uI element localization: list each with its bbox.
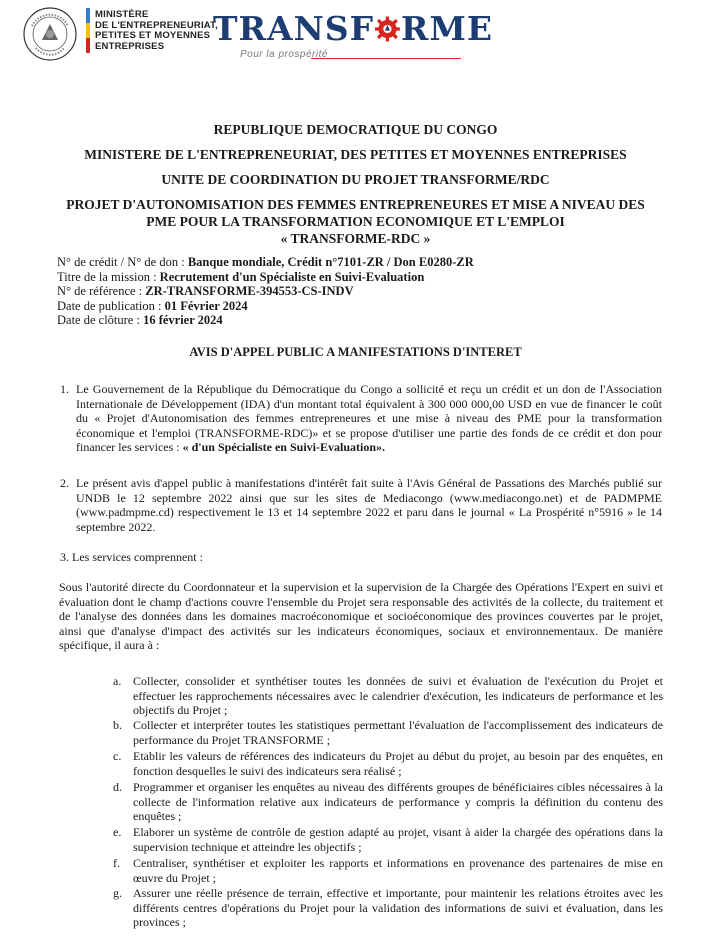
ministry-line: MINISTÈRE [95, 9, 149, 20]
paragraph-1 [76, 382, 662, 455]
project-heading-line: PROJET D'AUTONOMISATION DES FEMMES ENTREPRENEURES ET MISE A NIVEAU DES [66, 197, 645, 212]
publication-date-value: 01 Février 2024 [164, 298, 248, 313]
republic-heading: REPUBLIQUE DEMOCRATIQUE DU CONGO [213, 122, 498, 137]
list-item-letter: g. [113, 886, 122, 900]
list-item: Programmer et organiser les enquêtes au niveau des différents groupes de bénéficiaires cibles nécessaires à la collecte de l'information relative aux indicateurs de performance y compris la définition du contenu des enquêtes ; [133, 780, 663, 823]
list-item-letter: a. [113, 674, 122, 688]
paragraph-2: Le présent avis d'appel public à manifestations d'intérêt fait suite à l'Avis Général de Passations des Marchés publié sur UNDB le 12 septembre 2022 ainsi que sur les sites de Mediacongo (www.mediacongo.net) et de PADMPME (www.padmpme.cd) respectivement le 13 et 14 septembre 2022 et paru dans le journal « La Prospérité n°5916 » le 14 septembre 2022. [76, 476, 662, 534]
brand-text-left: TRANSF [213, 9, 375, 48]
list-item: Collecter, consolider et synthétiser toutes les données de suivi et évaluation de l'exécution du Projet et effectuer les rapprochements nécessaires avec le calendrier d'exécution, les indicateurs de performance et les objectifs du Projet ; [133, 674, 663, 717]
list-item-letter: b. [113, 718, 122, 732]
reference-block [57, 255, 474, 328]
ministry-line: PETITES ET MOYENNES [95, 30, 211, 41]
list-item: Etablir les valeurs de références des indicateurs du Projet au début du projet, au besoin par des enquêtes, en fonction desquelles le suivi des indicateurs sera réalisé ; [133, 749, 663, 778]
flag-color-bar [86, 8, 90, 54]
reference-value: ZR-TRANSFORME-394553-CS-INDV [145, 284, 354, 298]
list-item: Collecter et interpréter toutes les statistiques permettant l'évaluation de l'accomplissement des indicateurs de performance du Projet TRANSFORME ; [133, 718, 663, 747]
publication-date-label: Date de publication : [57, 298, 165, 313]
project-heading [0, 196, 711, 247]
list-item: Elaborer un système de contrôle de gestion adapté au projet, visant à aider la chargée des opérations dans la supervision technique et atteindre les objectifs ; [133, 825, 663, 854]
paragraph-1-text: Le Gouvernement de la République du Démocratique du Congo a sollicité et reçu un crédit et un don de l'Association Internationale de Développement (IDA) d'un montant total équivalent à 300 000 000,00 USD en vue de financer le coût du « Projet d'Autonomisation des femmes entrepreneures et une mise à niveau des PME pour la transformation économique et l'emploi (TRANSFORME-RDC)» et se propose d'utiliser une partie des fonds de ce crédit et don pour financer les services : [76, 382, 662, 454]
gear-icon [375, 14, 400, 44]
paragraph-4: Sous l'autorité directe du Coordonnateur et la supervision et la supervision de la Chargée des Opérations l'Expert en suivi et évaluation dont le champ d'actions couvre l'ensemble du Projet sera responsable des activités de la collecte, du traitement et de l'analyse des données dans les domaines macroéconomique et socioéconomique des provinces couvertes par le projet, ainsi que d'analyse d'impact des activités sur les indicateurs économiques, sociaux et environnementaux. De manière spécifique, il aura à : [59, 580, 663, 652]
ministry-heading: MINISTERE DE L'ENTREPRENEURIAT, DES PETITES ET MOYENNES ENTREPRISES [84, 147, 627, 162]
brand-tagline: Pour la prospérité [240, 49, 328, 60]
tagline-underline [311, 58, 461, 59]
list-item: Centraliser, synthétiser et exploiter les rapports et informations en provenance des partenaires de mise en œuvre du Projet ; [133, 856, 663, 885]
unit-heading: UNITE DE COORDINATION DU PROJET TRANSFORME/RDC [161, 172, 550, 187]
paragraph-number: 1. [60, 382, 69, 396]
mission-label: Titre de la mission : [57, 269, 160, 284]
list-item-letter: f. [113, 856, 120, 870]
list-item: Assurer une réelle présence de terrain, effective et importante, pour maintenir les relations étroites avec les différents centres d'opérations du Projet pour la validation des informations de suivi et évaluation, dans les provinces ; [133, 886, 663, 929]
credit-value: Banque mondiale, Crédit n°7101-ZR / Don E0280-ZR [187, 255, 474, 269]
brand-text-right: RME [400, 9, 493, 48]
notice-title: AVIS D'APPEL PUBLIC A MANIFESTATIONS D'INTERET [189, 345, 522, 359]
project-heading-line: « TRANSFORME-RDC » [280, 231, 431, 246]
reference-label: N° de référence : [57, 284, 146, 298]
government-seal-icon [22, 6, 78, 62]
paragraph-3: 3. Les services comprennent : [60, 550, 203, 564]
mission-value: Recrutement d'un Spécialiste en Suivi-Evaluation [159, 269, 425, 284]
closing-date-value: 16 février 2024 [143, 313, 223, 327]
ministry-line: ENTREPRISES [95, 40, 165, 52]
credit-label: N° de crédit / N° de don : [57, 255, 188, 269]
ministry-label [95, 10, 218, 52]
list-item-letter: e. [113, 825, 122, 839]
list-item-letter: d. [113, 780, 122, 794]
closing-date-label: Date de clôture : [57, 313, 144, 327]
list-item-letter: c. [113, 749, 122, 763]
transforme-logo [213, 10, 493, 70]
project-heading-line: PME POUR LA TRANSFORMATION ECONOMIQUE ET L'EMPLOI [146, 214, 565, 229]
paragraph-number: 2. [60, 476, 69, 490]
paragraph-1-bold: « d'un Spécialiste en Suivi-Evaluation». [182, 440, 386, 454]
ministry-line: DE L'ENTREPRENEURIAT, [95, 19, 218, 31]
